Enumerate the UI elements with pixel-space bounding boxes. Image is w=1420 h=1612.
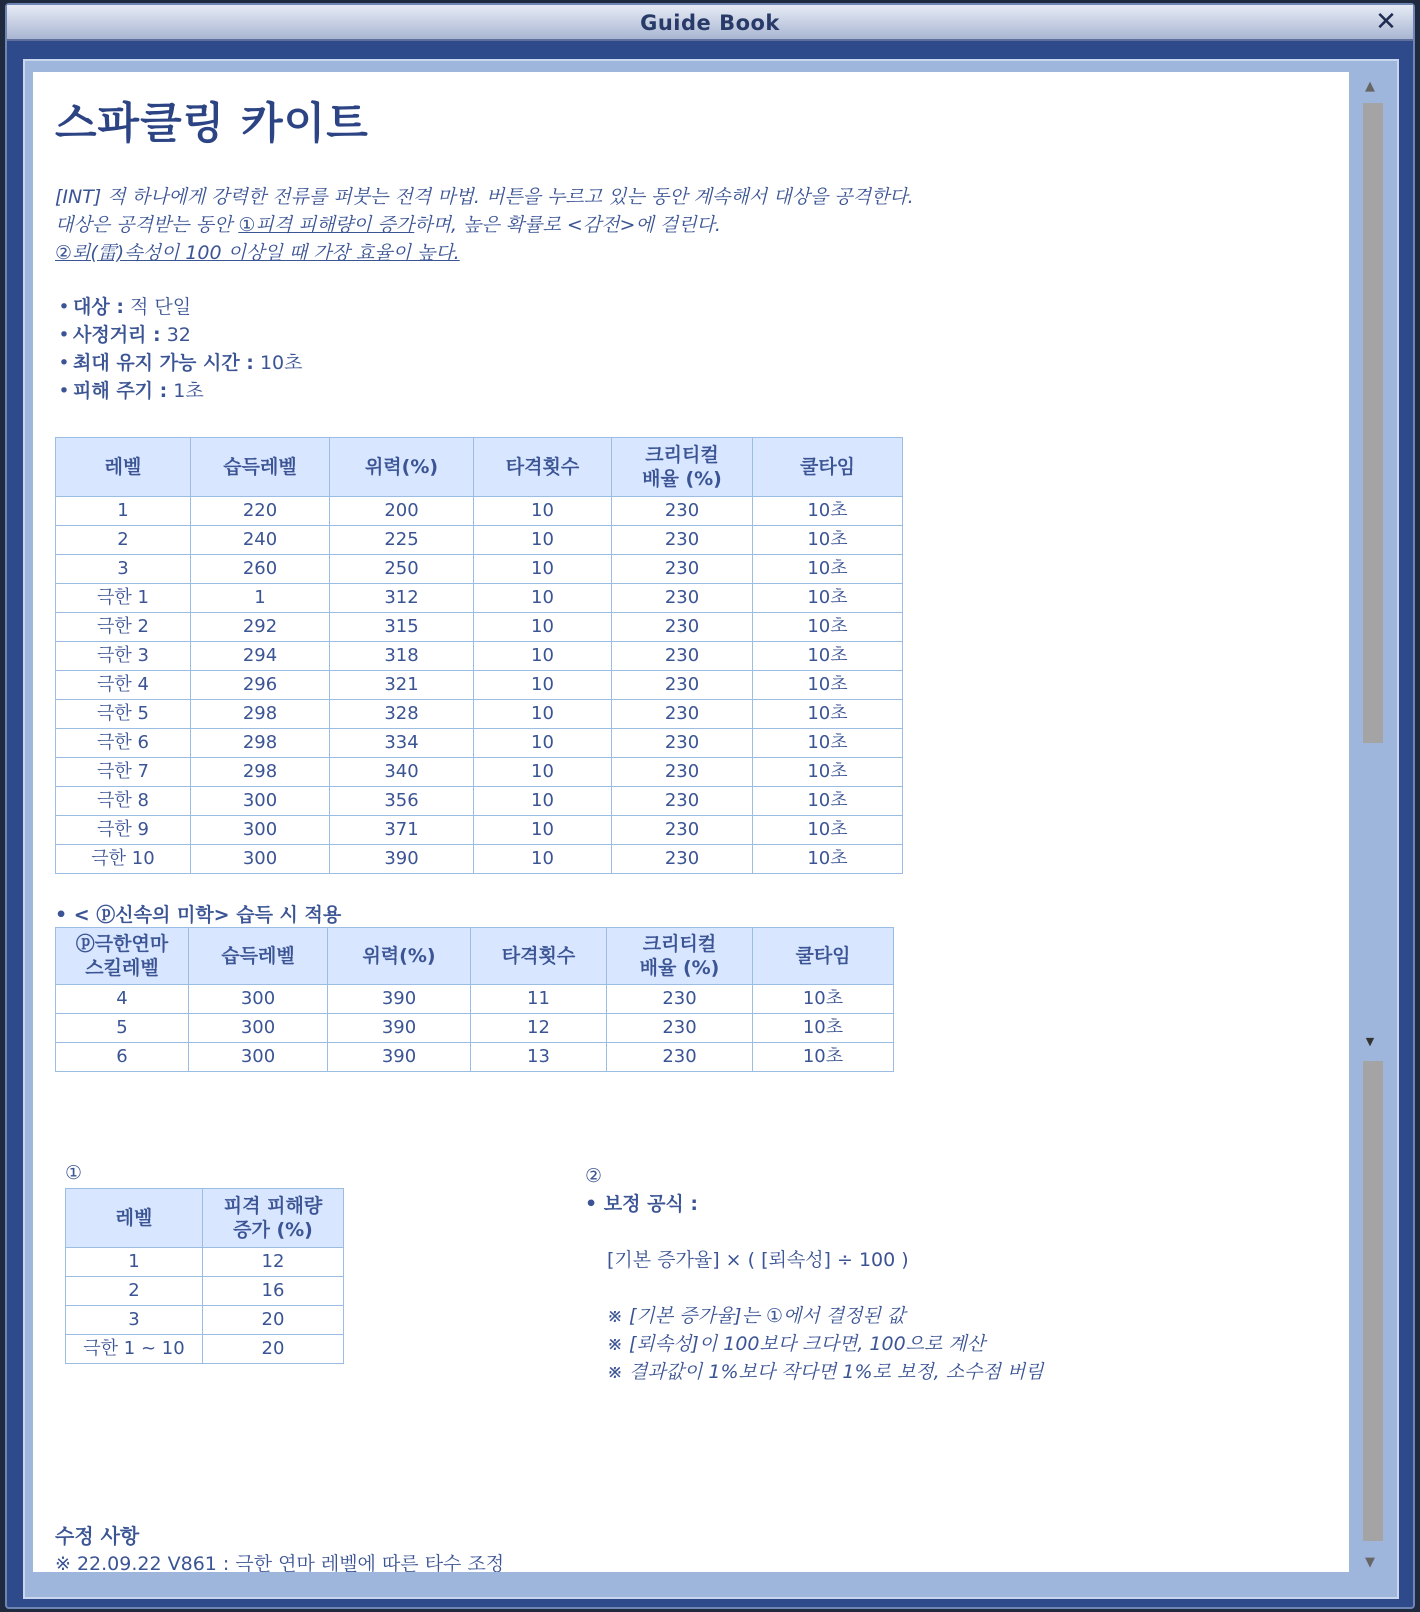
table-cell: 10: [474, 584, 612, 613]
table-cell: 10초: [753, 671, 903, 700]
note2-block: [585, 1162, 1044, 1386]
table-cell: 6: [56, 1043, 189, 1072]
table-cell: 10초: [753, 642, 903, 671]
table-row: [56, 787, 903, 816]
table-cell: 390: [328, 1043, 471, 1072]
table-row: [56, 584, 903, 613]
table-cell: 230: [612, 845, 753, 874]
table-row: [66, 1248, 344, 1277]
table-cell: 230: [612, 787, 753, 816]
table-cell: 300: [189, 985, 328, 1014]
table-cell: 390: [330, 845, 474, 874]
table-cell: 340: [330, 758, 474, 787]
table-cell: 2: [56, 526, 191, 555]
table-cell: 292: [191, 613, 330, 642]
column-header: 타격횟수: [471, 928, 607, 985]
bullet-icon: •: [58, 352, 70, 374]
table-cell: 260: [191, 555, 330, 584]
table-row: [66, 1306, 344, 1335]
table-cell: 300: [189, 1014, 328, 1043]
table-cell: 230: [607, 985, 753, 1014]
table-cell: 10초: [753, 985, 894, 1014]
table-cell: 230: [612, 642, 753, 671]
formula-notes: [585, 1302, 1044, 1386]
changelog-title: 수정 사항: [55, 1524, 140, 1548]
notes-section: [55, 1162, 1325, 1462]
table-cell: 298: [191, 729, 330, 758]
column-header: 위력(%): [328, 928, 471, 985]
table-cell: 극한 8: [56, 787, 191, 816]
table-cell: 2: [66, 1277, 203, 1306]
table-cell: 1: [191, 584, 330, 613]
table-cell: 230: [612, 729, 753, 758]
table-cell: 5: [56, 1014, 189, 1043]
info-key: 최대 유지 가능 시간 :: [73, 352, 254, 374]
table-cell: 극한 4: [56, 671, 191, 700]
info-row: [55, 293, 1325, 321]
scroll-marker-icon: ▼: [1365, 1035, 1375, 1048]
changelog-item: ※ 22.09.22 V861 : 극한 연마 레벨에 따른 타수 조정: [55, 1553, 505, 1572]
table-cell: 318: [330, 642, 474, 671]
title-bar[interactable]: [7, 5, 1413, 41]
table-cell: 371: [330, 816, 474, 845]
table-cell: 298: [191, 700, 330, 729]
table-cell: 230: [612, 584, 753, 613]
table-cell: 312: [330, 584, 474, 613]
table-cell: 230: [612, 497, 753, 526]
table-cell: 225: [330, 526, 474, 555]
table-cell: 10초: [753, 729, 903, 758]
table-cell: 230: [612, 758, 753, 787]
column-header: 크리티컬 배율 (%): [607, 928, 753, 985]
table-cell: 296: [191, 671, 330, 700]
table-row: [56, 758, 903, 787]
table-cell: 10: [474, 613, 612, 642]
column-header: 크리티컬 배율 (%): [612, 438, 753, 497]
table-cell: 10: [474, 642, 612, 671]
table-cell: 300: [189, 1043, 328, 1072]
table-cell: 16: [203, 1277, 344, 1306]
info-value: 적 단일: [129, 296, 192, 318]
column-header: 피격 피해량 증가 (%): [203, 1189, 344, 1248]
table-cell: 극한 5: [56, 700, 191, 729]
info-key: 사정거리 :: [73, 324, 161, 346]
table-row: [66, 1277, 344, 1306]
table-cell: 극한 1: [56, 584, 191, 613]
scroll-down-arrow-icon[interactable]: ▼: [1365, 1555, 1375, 1570]
table-header-row: [66, 1189, 344, 1248]
info-key: 피해 주기 :: [73, 380, 168, 402]
info-value: 32: [166, 324, 191, 346]
table-cell: 극한 6: [56, 729, 191, 758]
table-cell: 3: [56, 555, 191, 584]
table-cell: 10초: [753, 816, 903, 845]
table-row: [66, 1335, 344, 1364]
table-cell: 20: [203, 1335, 344, 1364]
table-row: [56, 845, 903, 874]
table-cell: 390: [328, 1014, 471, 1043]
column-header: 레벨: [56, 438, 191, 497]
column-header: 습득레벨: [191, 438, 330, 497]
info-value: 10초: [259, 352, 303, 374]
table-header-row: [56, 928, 894, 985]
table-row: [56, 555, 903, 584]
bullet-icon: •: [58, 324, 70, 346]
table-cell: 300: [191, 816, 330, 845]
info-row: [55, 349, 1325, 377]
info-row: [55, 377, 1325, 405]
table-cell: 300: [191, 787, 330, 816]
table-cell: 10: [474, 787, 612, 816]
table-cell: 4: [56, 985, 189, 1014]
skill-title: 스파클링 카이트: [55, 99, 369, 149]
table-row: [56, 526, 903, 555]
changelog: [55, 1522, 1325, 1572]
content-area: [33, 72, 1349, 1572]
table-row: [56, 1043, 894, 1072]
desc-line-1: [INT] 적 하나에게 강력한 전류를 퍼붓는 전격 마법. 버튼을 누르고 있는 동안 계속해서 대상을 공격한다.: [55, 186, 914, 208]
table-cell: 230: [607, 1043, 753, 1072]
info-row: [55, 321, 1325, 349]
desc-line-3: ②뢰(雷)속성이 100 이상일 때 가장 효율이 높다.: [55, 242, 460, 264]
table-cell: 10초: [753, 1014, 894, 1043]
column-header: 타격횟수: [474, 438, 612, 497]
table-cell: 13: [471, 1043, 607, 1072]
table-cell: 10초: [753, 497, 903, 526]
table-cell: 10: [474, 526, 612, 555]
table-row: [56, 700, 903, 729]
table-cell: 240: [191, 526, 330, 555]
scroll-track-segment[interactable]: [1363, 1061, 1383, 1541]
column-header: 쿨타임: [753, 438, 903, 497]
note2-marker: ②: [585, 1165, 603, 1187]
table-cell: 334: [330, 729, 474, 758]
table-cell: 10초: [753, 700, 903, 729]
table-cell: 1: [56, 497, 191, 526]
info-value: 1초: [173, 380, 204, 402]
table-cell: 극한 1 ~ 10: [66, 1335, 203, 1364]
table-cell: 10: [474, 845, 612, 874]
formula-note: ※ 결과값이 1%보다 작다면 1%로 보정, 소수점 버림: [607, 1361, 1044, 1383]
table-cell: 3: [66, 1306, 203, 1335]
table-row: [56, 671, 903, 700]
table-cell: 390: [328, 985, 471, 1014]
content-frame: [23, 59, 1399, 1599]
bullet-icon: •: [58, 296, 70, 318]
guide-book-window: [5, 3, 1415, 1609]
damage-increase-table: [65, 1188, 344, 1364]
table-cell: 321: [330, 671, 474, 700]
column-header: ⓟ극한연마 스킬레벨: [56, 928, 189, 985]
table-cell: 230: [612, 555, 753, 584]
table-cell: 10: [474, 671, 612, 700]
table-cell: 356: [330, 787, 474, 816]
table-cell: 극한 2: [56, 613, 191, 642]
close-icon[interactable]: ✕: [1375, 7, 1397, 37]
skill-level-table: [55, 437, 903, 874]
table-cell: 230: [612, 613, 753, 642]
table-cell: 10: [474, 729, 612, 758]
table-cell: 230: [607, 1014, 753, 1043]
table-cell: 1: [66, 1248, 203, 1277]
window-title: Guide Book: [640, 11, 780, 35]
table-cell: 극한 10: [56, 845, 191, 874]
table-cell: 300: [191, 845, 330, 874]
table-cell: 11: [471, 985, 607, 1014]
formula-text: [기본 증가율] × ( [뢰속성] ÷ 100 ): [607, 1249, 909, 1271]
table-cell: 294: [191, 642, 330, 671]
table-cell: 328: [330, 700, 474, 729]
table-row: [56, 985, 894, 1014]
formula-label: • 보정 공식 :: [585, 1193, 699, 1215]
note1-marker: ①: [65, 1162, 83, 1184]
table-cell: 298: [191, 758, 330, 787]
table-cell: 10: [474, 816, 612, 845]
table-cell: 12: [471, 1014, 607, 1043]
table-cell: 10초: [753, 555, 903, 584]
table-cell: 10초: [753, 526, 903, 555]
table-cell: 극한 7: [56, 758, 191, 787]
table-cell: 10초: [753, 613, 903, 642]
table-cell: 10: [474, 700, 612, 729]
scroll-up-arrow-icon[interactable]: ▲: [1365, 79, 1375, 94]
table-cell: 250: [330, 555, 474, 584]
vertical-scrollbar[interactable]: [1355, 75, 1385, 1575]
table-header-row: [56, 438, 903, 497]
table-cell: 220: [191, 497, 330, 526]
table-row: [56, 729, 903, 758]
skill-description: [55, 183, 1325, 267]
table-cell: 10초: [753, 758, 903, 787]
column-header: 위력(%): [330, 438, 474, 497]
table-cell: 극한 9: [56, 816, 191, 845]
table-cell: 10: [474, 497, 612, 526]
table-row: [56, 816, 903, 845]
table-cell: 10: [474, 555, 612, 584]
table-cell: 200: [330, 497, 474, 526]
table-row: [56, 497, 903, 526]
formula-note: ※ [뢰속성]이 100보다 크다면, 100으로 계산: [607, 1333, 986, 1355]
table-cell: 10초: [753, 1043, 894, 1072]
table-cell: 12: [203, 1248, 344, 1277]
table-cell: 10: [474, 758, 612, 787]
table-cell: 10초: [753, 845, 903, 874]
table-cell: 230: [612, 816, 753, 845]
table-cell: 10초: [753, 584, 903, 613]
column-header: 습득레벨: [189, 928, 328, 985]
table-cell: 230: [612, 526, 753, 555]
desc-line-2: 대상은 공격받는 동안 ①피격 피해량이 증가하며, 높은 확률로 <감전>에 걸린다.: [55, 214, 721, 236]
column-header: 쿨타임: [753, 928, 894, 985]
extreme-level-table: [55, 927, 894, 1072]
table-row: [56, 642, 903, 671]
table-cell: 315: [330, 613, 474, 642]
table2-title: • < ⓟ신속의 미학> 습득 시 적용: [55, 904, 342, 926]
note1-block: [65, 1162, 344, 1364]
column-header: 레벨: [66, 1189, 203, 1248]
table-cell: 230: [612, 671, 753, 700]
table-row: [56, 613, 903, 642]
bullet-icon: •: [58, 380, 70, 402]
table-cell: 230: [612, 700, 753, 729]
info-key: 대상 :: [73, 296, 124, 318]
table-row: [56, 1014, 894, 1043]
table-cell: 10초: [753, 787, 903, 816]
skill-info-list: [55, 293, 1325, 405]
table-cell: 20: [203, 1306, 344, 1335]
scroll-thumb[interactable]: [1363, 103, 1383, 743]
table-cell: 극한 3: [56, 642, 191, 671]
formula-note: ※ [기본 증가율]는 ①에서 결정된 값: [607, 1305, 906, 1327]
